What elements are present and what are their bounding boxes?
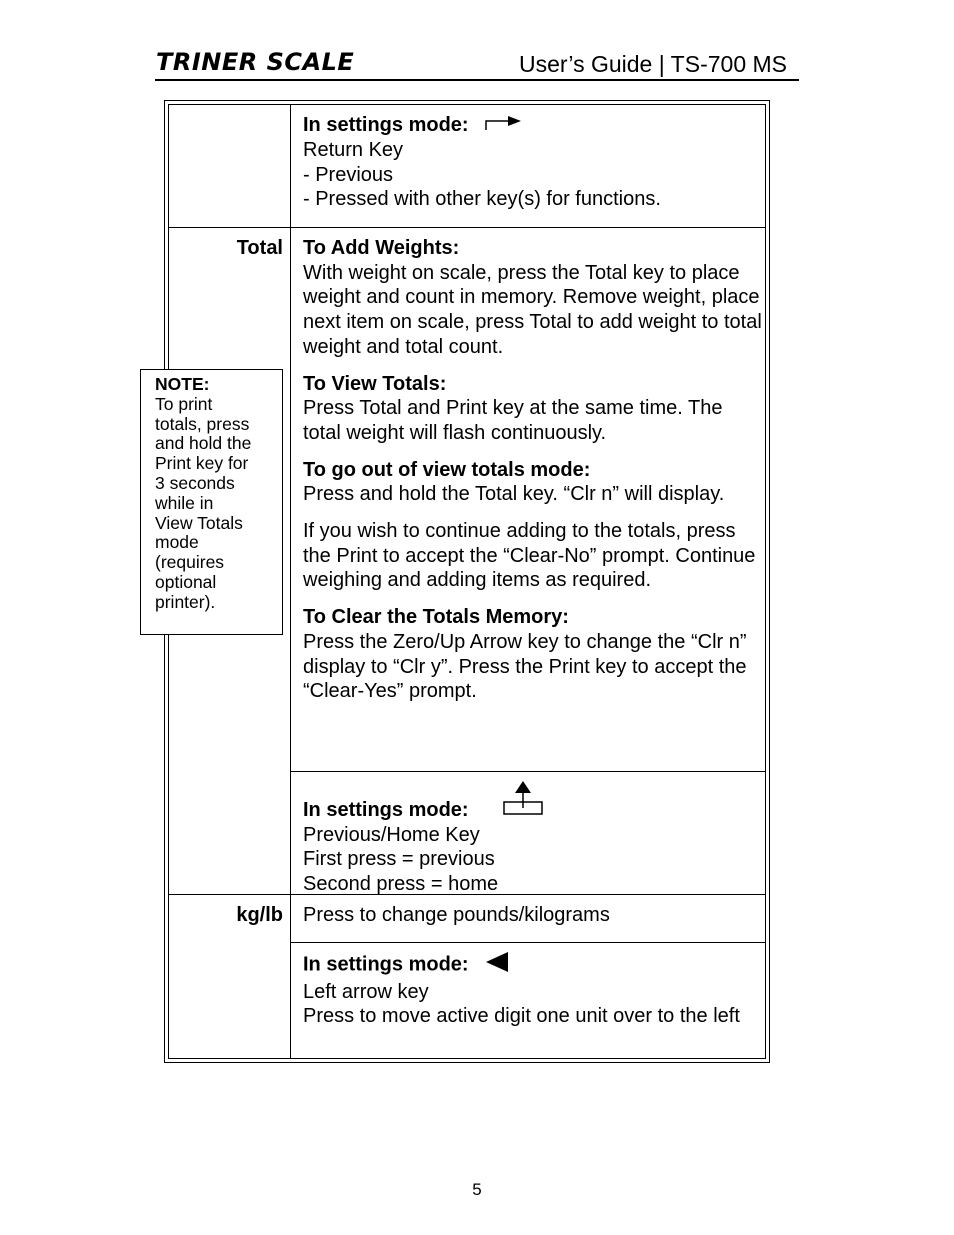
note-line: To print bbox=[155, 393, 213, 414]
section-continue-adding bbox=[303, 519, 765, 593]
left-triangle-icon bbox=[484, 951, 510, 980]
text-line: - Previous bbox=[303, 163, 394, 186]
text-line: Return Key bbox=[303, 139, 404, 162]
note-line: optional bbox=[155, 571, 217, 592]
brand-logo: TRINER SCALE bbox=[156, 48, 355, 76]
note-heading: NOTE: bbox=[155, 374, 210, 394]
note-line: totals, press bbox=[155, 413, 250, 434]
settings-mode-heading: In settings mode: bbox=[303, 114, 469, 136]
section-text: With weight on scale, press the Total key to place weight and count in memory. Remove weight, place next item on scale, press Total to add weight to total weight and total count. bbox=[303, 261, 762, 358]
section-heading: To Clear the Totals Memory: bbox=[303, 606, 569, 629]
column-divider bbox=[290, 104, 291, 1059]
note-line: Print key for bbox=[155, 453, 249, 474]
note-line: 3 seconds bbox=[155, 472, 235, 493]
note-line: View Totals bbox=[155, 512, 243, 533]
settings-mode-heading: In settings mode: bbox=[303, 953, 469, 976]
text-line: Second press = home bbox=[303, 873, 499, 896]
text-line: Left arrow key bbox=[303, 980, 429, 1003]
text-line: First press = previous bbox=[303, 848, 495, 871]
total-key-cell bbox=[303, 236, 765, 704]
note-line: while in bbox=[155, 492, 214, 513]
section-heading: To View Totals: bbox=[303, 372, 447, 395]
kglb-key-cell bbox=[303, 903, 765, 928]
print-totals-note bbox=[140, 369, 283, 635]
settings-mode-heading: In settings mode: bbox=[303, 799, 469, 821]
row-divider bbox=[168, 227, 766, 228]
note-line: (requires bbox=[155, 552, 225, 573]
left-arrow-key-cell bbox=[303, 951, 765, 1029]
return-key-cell bbox=[303, 113, 765, 212]
subrow-divider bbox=[290, 942, 766, 943]
section-heading: To Add Weights: bbox=[303, 237, 460, 259]
section-exit-totals bbox=[303, 458, 765, 507]
key-label-total: Total bbox=[236, 237, 283, 259]
key-label-kglb: kg/lb bbox=[236, 904, 283, 926]
note-line: mode bbox=[155, 532, 199, 553]
header-rule bbox=[155, 79, 799, 81]
text-line: - Pressed with other key(s) for functions. bbox=[303, 188, 661, 211]
page-number: 5 bbox=[472, 1180, 482, 1199]
section-view-totals bbox=[303, 372, 765, 446]
text-line: Press to move active digit one unit over to the left bbox=[303, 1005, 740, 1028]
note-line: printer). bbox=[155, 591, 216, 612]
section-clear-totals bbox=[303, 605, 765, 704]
subrow-divider bbox=[290, 771, 766, 772]
home-key-cell bbox=[303, 780, 765, 897]
section-text: Press the Zero/Up Arrow key to change the “Clr n” display to “Clr y”. Press the Print key to accept the “Clear-Yes” prompt. bbox=[303, 630, 747, 703]
home-up-arrow-icon bbox=[502, 780, 544, 823]
return-arrow-icon bbox=[484, 113, 524, 138]
guide-title: User’s Guide | TS-700 MS bbox=[518, 51, 787, 77]
section-text: Press and hold the Total key. “Clr n” will display. bbox=[303, 483, 725, 506]
section-heading: To go out of view totals mode: bbox=[303, 458, 591, 481]
text-line: Previous/Home Key bbox=[303, 823, 480, 846]
text-line: Press to change pounds/kilograms bbox=[303, 904, 610, 926]
section-add-weights bbox=[303, 236, 765, 360]
section-text: If you wish to continue adding to the totals, press the Print to accept the “Clear-No” prompt. Continue weighing and adding items as required. bbox=[303, 520, 756, 592]
note-line: and hold the bbox=[155, 433, 252, 454]
section-text: Press Total and Print key at the same time. The total weight will flash continuously. bbox=[303, 397, 723, 444]
